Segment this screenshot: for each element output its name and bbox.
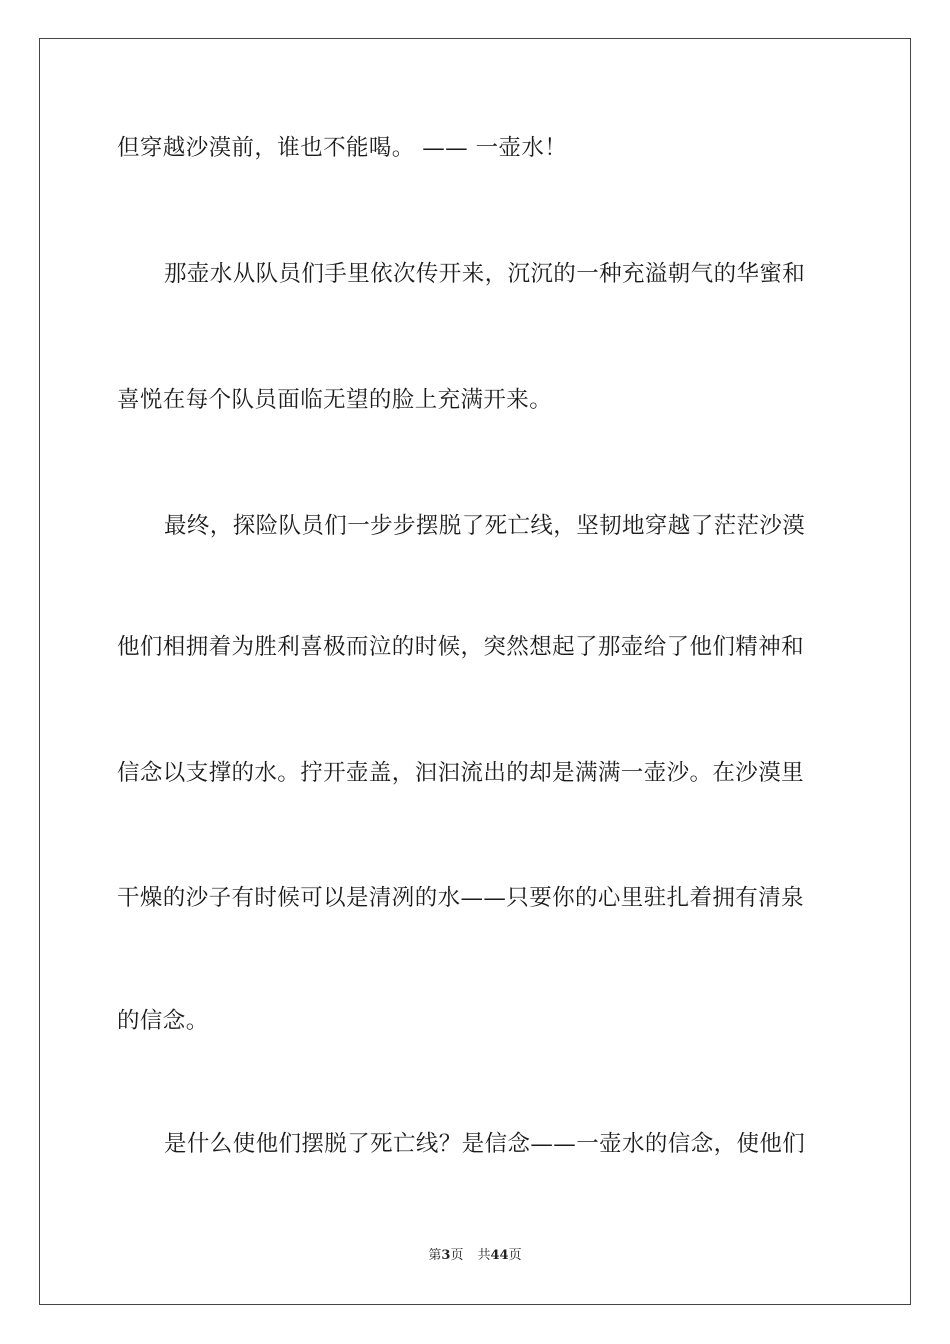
body-text-line: 他们相拥着为胜利喜极而泣的时候，突然想起了那壶给了他们精神和 xyxy=(117,634,805,660)
total-pages-prefix: 共 xyxy=(477,1248,491,1263)
total-pages-suffix: 页 xyxy=(508,1248,522,1263)
body-text-line: 干燥的沙子有时候可以是清冽的水——只要你的心里驻扎着拥有清泉 xyxy=(117,885,805,911)
body-text-line: 的信念。 xyxy=(117,1008,209,1034)
page-footer xyxy=(0,1247,950,1265)
page-number-suffix: 页 xyxy=(450,1248,464,1263)
page-number-prefix: 第 xyxy=(428,1248,442,1263)
body-text-line: 信念以支撑的水。拧开壶盖，汩汩流出的却是满满一壶沙。在沙漠里 xyxy=(117,760,805,786)
body-text-line: 但穿越沙漠前，谁也不能喝。 —— 一壶水！ xyxy=(117,135,568,161)
body-text-line: 那壶水从队员们手里依次传开来，沉沉的一种充溢朝气的华蜜和 xyxy=(164,261,806,287)
body-text-line: 是什么使他们摆脱了死亡线？是信念——一壶水的信念，使他们 xyxy=(164,1131,806,1157)
page-number: 3 xyxy=(441,1248,451,1263)
page-border xyxy=(39,38,911,1305)
total-pages: 44 xyxy=(490,1248,509,1263)
body-text-line: 喜悦在每个队员面临无望的脸上充满开来。 xyxy=(117,387,553,413)
body-text-line: 最终，探险队员们一步步摆脱了死亡线，坚韧地穿越了茫茫沙漠 xyxy=(164,513,806,539)
